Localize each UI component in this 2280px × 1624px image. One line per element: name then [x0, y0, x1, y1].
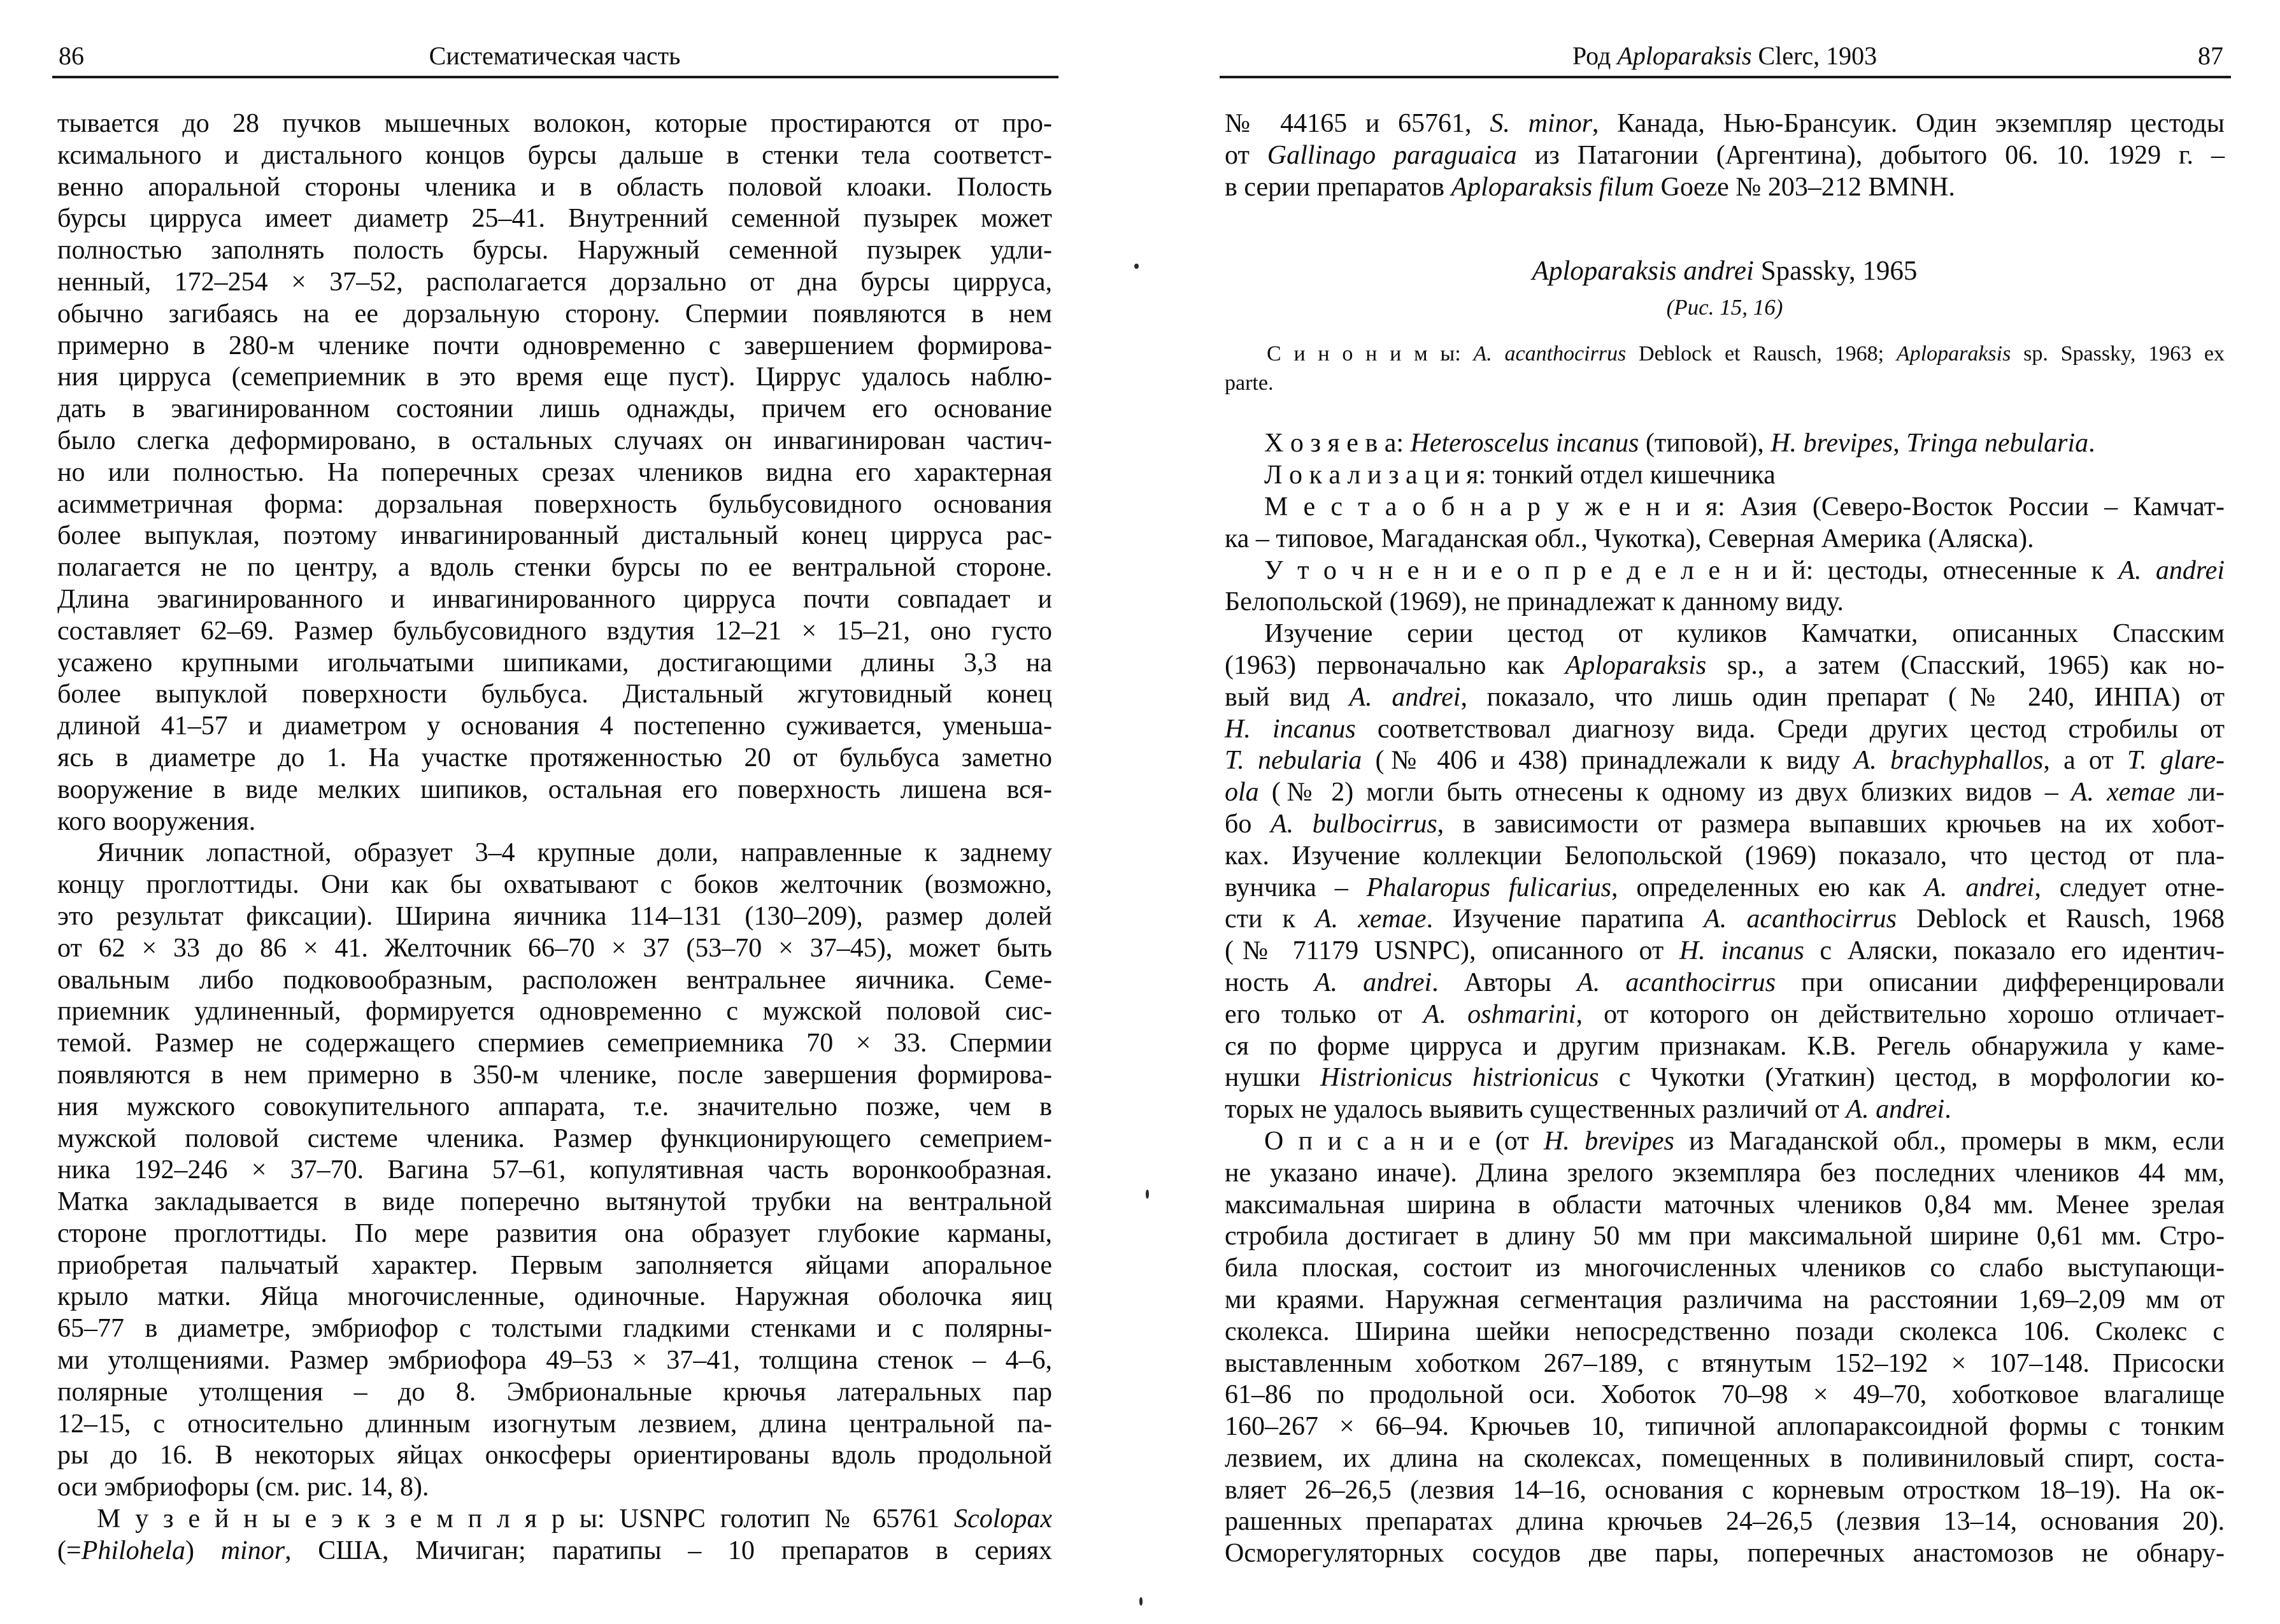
text-line: темой. Размер не содержащего спермиев семеприемника 70 × 33. Спермии: [57, 1029, 1052, 1058]
text-line: (=Philohela) minor, США, Мичиган; паратипы – 10 препаратов в сериях: [57, 1535, 1052, 1565]
text-line: максимальная ширина в области маточных члеников 0,84 мм. Менее зрелая: [1225, 1190, 2225, 1220]
text-line: ми утолщениями. Размер эмбриофора 49–53 × 37–41, толщина стенок – 4–6,: [57, 1346, 1052, 1376]
text-line: приемник удлиненный, формируется одновременно с мужской половой сис-: [57, 997, 1052, 1027]
text-line: H. incanus соответствовал диагнозу вида. Среди других цестод стробилы от: [1225, 714, 2225, 744]
text-line: его только от A. oshmarini, от которого он действительно хорошо отличает-: [1225, 999, 2225, 1029]
text-line: Длина эвагинированного и инвагинированного цирруса почти совпадает и: [57, 584, 1052, 614]
scan-artifact: [1146, 1190, 1149, 1199]
figure-reference: (Рис. 15, 16): [1666, 295, 1783, 320]
text-line: T. nebularia (№ 406 и 438) принадлежали к виду A. brachyphallos, а от T. glare-: [1225, 746, 2225, 776]
page-87: [1225, 0, 2225, 1624]
text-line: асимметричная форма: дорзальная поверхность бульбусовидного основания: [57, 489, 1052, 519]
text-column: [57, 108, 1052, 1567]
page-header: [1225, 41, 2225, 73]
text-line: ка – типовое, Магаданская обл., Чукотка), Северная Америка (Аляска).: [1225, 524, 2034, 553]
text-line: вооружение в виде мелких шипиков, остальная его поверхность лишена вся-: [57, 774, 1052, 804]
text-line: вунчика – Phalaropus fulicarius, определенных ею как A. andrei, следует отне-: [1225, 873, 2225, 902]
text-line: от 62 × 33 до 86 × 41. Желточник 66–70 × 37 (53–70 × 37–45), может быть: [57, 933, 1052, 963]
text-line: длиной 41–57 и диаметром у основания 4 постепенно суживается, уменьша-: [57, 711, 1052, 741]
page-header: [57, 41, 1052, 73]
text-line: ми краями. Наружная сегментация различима на расстоянии 1,69–2,09 мм от: [1225, 1285, 2225, 1314]
scan-artifact: [1134, 264, 1139, 269]
text-line: ненный, 172–254 × 37–52, располагается дорзально от дна бурсы цирруса,: [57, 267, 1052, 297]
text-line: от Gallinago paraguaica из Патагонии (Аргентина), добытого 06. 10. 1929 г. –: [1225, 140, 2225, 170]
text-line: ясь в диаметре до 1. На участке протяженностью 20 от бульбуса заметно: [57, 743, 1052, 773]
text-line: ola (№ 2) могли быть отнесены к одному из двух близких видов – A. xemae ли-: [1225, 778, 2225, 808]
page-86: [57, 0, 1052, 1624]
text-line: сти к A. xemae. Изучение паратипа A. acanthocirrus Deblock et Rausch, 1968: [1225, 904, 2225, 934]
text-line: С и н о н и м ы: A. acanthocirrus Deblock et Rausch, 1968; Aploparaksis sp. Spassky, 1963 ex: [1267, 342, 2225, 366]
text-line: Х о з я е в а: Heteroscelus incanus (типовой), H. brevipes, Tringa nebularia.: [1264, 429, 2095, 459]
page-number: 87: [2198, 41, 2223, 70]
text-line: Осморегуляторных сосудов две пары, поперечных анастомозов не обнару-: [1225, 1539, 2225, 1569]
text-line: О п и с а н и е (от H. brevipes из Магаданской обл., промеры в мкм, если: [1264, 1126, 2225, 1156]
text-line: 12–15, с относительно длинным изогнутым лезвием, длина центральной па-: [57, 1409, 1052, 1439]
text-line: крыло матки. Яйца многочисленные, одиночные. Наружная оболочка яиц: [57, 1282, 1052, 1312]
text-column: [1225, 108, 2225, 1570]
text-line: вый вид A. andrei, показало, что лишь один препарат (№ 240, ИНПА) от: [1225, 682, 2225, 712]
text-line: ках. Изучение коллекции Белопольской (1969) показало, что цестод от пла-: [1225, 841, 2225, 871]
text-line: полагается не по центру, а вдоль стенки бурсы по ее вентральной стороне.: [57, 553, 1052, 583]
text-line: но или полностью. На поперечных срезах члеников видна его характерная: [57, 457, 1052, 487]
text-line: ся по форме цирруса и другим признакам. К.В. Регель обнаружила у каме-: [1225, 1031, 2225, 1061]
text-line: М е с т а о б н а р у ж е н и я: Азия (Северо-Восток России – Камчат-: [1264, 492, 2225, 522]
text-line: ния мужского совокупительного аппарата, т.е. значительно позже, чем в: [57, 1092, 1052, 1122]
text-line: стробила достигает в длину 50 мм при максимальной ширине 0,61 мм. Стро-: [1225, 1222, 2225, 1251]
text-line: М у з е й н ы е э к з е м п л я р ы: USNPC голотип № 65761 Scolopax: [97, 1504, 1052, 1534]
text-line: оси эмбриофоры (см. рис. 14, 8).: [57, 1472, 429, 1502]
synonyms-paragraph: [1225, 339, 2225, 397]
text-line: била плоская, состоит из многочисленных члеников со слабо выступающи-: [1225, 1253, 2225, 1283]
text-line: тывается до 28 пучков мышечных волокон, которые простираются от про-: [57, 109, 1052, 138]
description-text: [1225, 428, 2225, 1570]
text-line: появляются в нем примерно в 350-м членике, после завершения формирова-: [57, 1060, 1052, 1090]
text-line: (№ 71179 USNPC), описанного от H. incanus с Аляски, показало его идентич-: [1225, 936, 2225, 966]
text-line: Л о к а л и з а ц и я: тонкий отдел кишечника: [1264, 460, 1776, 490]
text-line: в серии препаратов Aploparaksis filum Goeze № 203–212 BMNH.: [1225, 172, 1955, 202]
text-line: было слегка деформировано, в остальных случаях он инвагинирован частич-: [57, 425, 1052, 455]
text-line: бо A. bulbocirrus, в зависимости от размера выпавших крючьев на их хобот-: [1225, 809, 2225, 839]
text-line: бурсы цирруса имеет диаметр 25–41. Внутренний семенной пузырек может: [57, 204, 1052, 234]
header-rule: [52, 76, 1058, 78]
text-line: ры до 16. В некоторых яйцах онкосферы ориентированы вдоль продольной: [57, 1441, 1052, 1471]
text-line: рашенных препаратах длина крючьев 24–26,5 (лезвия 13–14, основания 20).: [1225, 1507, 2225, 1537]
text-line: вляет 26–26,5 (лезвия 14–16, основания с корневым отростком 18–19). На ок-: [1225, 1475, 2225, 1505]
text-line: мужской половой системе членика. Размер функционирующего семеприем-: [57, 1123, 1052, 1153]
text-line: ния цирруса (семеприемник в это время еще пуст). Циррус удалось наблю-: [57, 362, 1052, 392]
text-line: лезвием, их длина на сколексах, помещенных в поливиниловый спирт, соста-: [1225, 1443, 2225, 1473]
text-line: нушки Histrionicus histrionicus с Чукотки (Угаткин) цестод, в морфологии ко-: [1225, 1063, 2225, 1093]
text-line: ность A. andrei. Авторы A. acanthocirrus при описании дифференцировали: [1225, 967, 2225, 997]
continuation-paragraph: [1225, 108, 2225, 203]
text-line: parte.: [1225, 371, 1274, 395]
text-line: не указано иначе). Длина зрелого экземпляра без последних члеников 44 мм,: [1225, 1158, 2225, 1188]
text-line: 160–267 × 66–94. Крючьев 10, типичной аплопараксоидной формы с тонким: [1225, 1412, 2225, 1442]
text-line: № 44165 и 65761, S. minor, Канада, Нью-Брансуик. Один экземпляр цестоды: [1225, 109, 2225, 138]
text-line: полностью заполнять полость бурсы. Наружный семенной пузырек удли-: [57, 236, 1052, 266]
text-line: сколекса. Ширина шейки непосредственно позади сколекса 106. Сколекс с: [1225, 1316, 2225, 1346]
page-number: 86: [59, 41, 84, 70]
text-line: приобретая пальчатый характер. Первым заполняется яйцами апоральное: [57, 1250, 1052, 1280]
text-line: это результат фиксации). Ширина яичника 114–131 (130–209), размер долей: [57, 901, 1052, 931]
text-line: венно апоральной стороны членика и в область половой клоаки. Полость: [57, 172, 1052, 202]
text-line: более выпуклая, поэтому инвагинированный дистальный конец цирруса рас-: [57, 521, 1052, 551]
text-line: Изучение серии цестод от куликов Камчатки, описанных Спасским: [1264, 619, 2225, 649]
scan-artifact: [1139, 1597, 1143, 1606]
text-line: кого вооружения.: [57, 806, 256, 836]
text-line: ника 192–246 × 37–70. Вагина 57–61, копулятивная часть воронкообразная.: [57, 1155, 1052, 1185]
text-line: (1963) первоначально как Aploparaksis sp., а затем (Спасский, 1965) как но-: [1225, 650, 2225, 680]
species-heading: Aploparaksis andrei Spassky, 1965: [1532, 256, 1918, 287]
text-line: торых не удалось выявить существенных различий от A. andrei.: [1225, 1095, 1951, 1125]
text-line: Матка закладывается в виде поперечно вытянутой трубки на вентральной: [57, 1187, 1052, 1217]
text-line: Белопольской (1969), не принадлежат к данному виду.: [1225, 587, 1844, 617]
text-line: более выпуклой поверхности бульбуса. Дистальный жгутовидный конец: [57, 680, 1052, 709]
text-line: полярные утолщения – до 8. Эмбриональные крючья латеральных пар: [57, 1377, 1052, 1407]
text-line: усажено крупными игольчатыми шипиками, достигающими длины 3,3 на: [57, 648, 1052, 678]
text-line: стороне проглоттиды. По мере развития она образует глубокие карманы,: [57, 1218, 1052, 1248]
text-line: У т о ч н е н и е о п р е д е л е н и й: цестоды, отнесенные к A. andrei: [1264, 555, 2225, 585]
text-line: составляет 62–69. Размер бульбусовидного вздутия 12–21 × 15–21, оно густо: [57, 616, 1052, 646]
text-line: дать в эвагинированном состоянии лишь однажды, причем его основание: [57, 394, 1052, 424]
text-line: овальным либо подковообразным, расположен вентральнее яичника. Семе-: [57, 965, 1052, 995]
header-rule: [1220, 76, 2231, 78]
running-title: Род Aploparaksis Clerc, 1903: [1572, 41, 1877, 70]
text-line: 65–77 в диаметре, эмбриофор с толстыми гладкими стенками и с полярны-: [57, 1314, 1052, 1344]
text-line: Яичник лопастной, образует 3–4 крупные доли, направленные к заднему: [97, 838, 1052, 868]
running-title: Систематическая часть: [429, 41, 681, 70]
text-line: выставленным хоботком 267–189, с втянутым 152–192 × 107–148. Присоски: [1225, 1348, 2225, 1378]
text-line: 61–86 по продольной оси. Хоботок 70–98 × 49–70, хоботковое влагалище: [1225, 1380, 2225, 1410]
text-line: примерно в 280-м членике почти одновременно с завершением формирова-: [57, 331, 1052, 360]
text-line: ксимального и дистального концов бурсы дальше в стенки тела соответст-: [57, 140, 1052, 170]
text-line: концу проглоттиды. Они как бы охватывают с боков желточник (возможно,: [57, 870, 1052, 900]
text-line: обычно загибаясь на ее дорзальную сторону. Спермии появляются в нем: [57, 299, 1052, 329]
